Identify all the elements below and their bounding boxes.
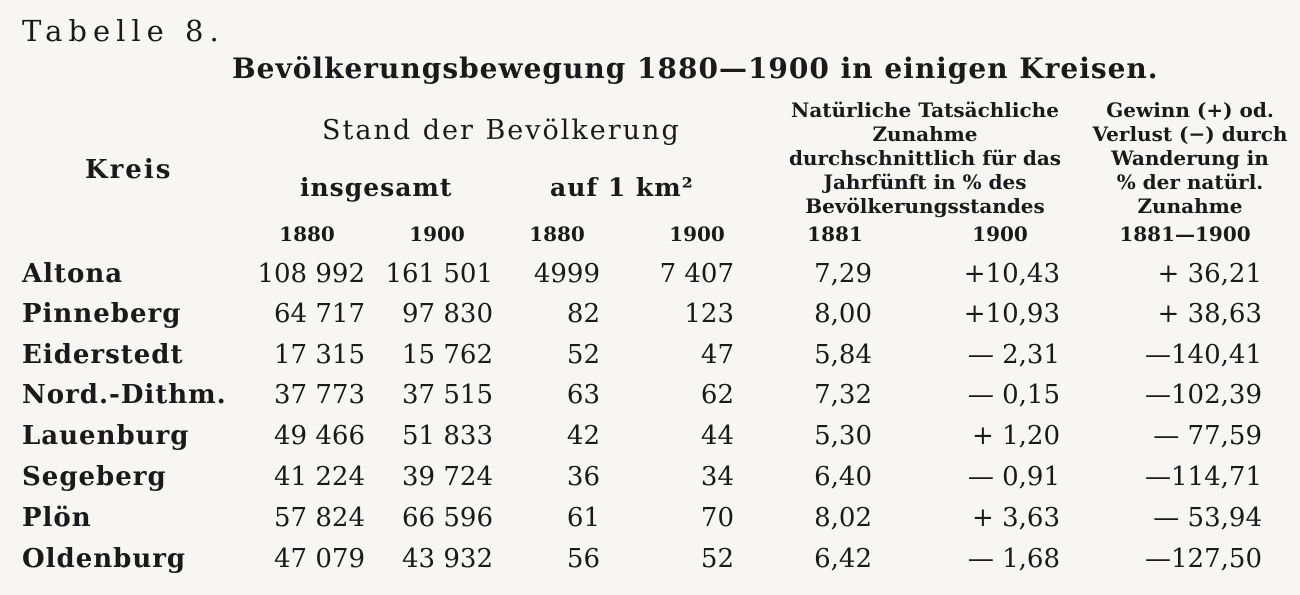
header-gew-line3: Wanderung in [1111,146,1269,170]
cell-ins1880: 47 079 [274,544,365,574]
cell-nat: 5,30 [814,421,872,451]
cell-gew: + 38,63 [1157,299,1262,329]
cell-gew: — 53,94 [1153,503,1262,533]
header-nat-line5: Bevölkerungsstandes [805,194,1045,218]
cell-nat: 7,32 [814,380,872,410]
cell-km1880: 82 [566,299,600,329]
header-nat-line3: durchschnittlich für das [788,146,1062,170]
cell-ins1900: 43 932 [402,544,493,574]
cell-ins1900: 51 833 [402,421,493,451]
table-row [0,421,1300,461]
cell-nat: 8,02 [814,503,872,533]
cell-ins1900: 161 501 [385,259,493,289]
cell-km1880: 4999 [533,259,600,289]
cell-km1880: 61 [566,503,600,533]
cell-ins1900: 15 762 [402,340,493,370]
cell-km1900: 44 [700,421,734,451]
header-gew-line1: Gewinn (+) od. [1106,98,1274,122]
cell-tat: +10,43 [963,259,1060,289]
cell-nat: 6,40 [814,462,872,492]
cell-km1900: 47 [700,340,734,370]
cell-tat: — 1,68 [967,544,1060,574]
header-gew-line2: Verlust (−) durch [1092,122,1288,146]
table-row [0,462,1300,502]
cell-ins1880: 17 315 [274,340,365,370]
header-stand: Stand der Bevölkerung [322,115,681,146]
cell-tat: — 2,31 [967,340,1060,370]
table-title: Bevölkerungsbewegung 1880—1900 in einigen Kreisen. [232,52,1159,85]
cell-kreis: Plön [22,503,92,533]
cell-ins1880: 49 466 [274,421,365,451]
header-gew-line5: Zunahme [1137,194,1243,218]
cell-km1880: 36 [566,462,600,492]
cell-gew: —102,39 [1145,380,1262,410]
table-row [0,259,1300,299]
cell-km1880: 56 [566,544,600,574]
cell-gew: + 36,21 [1157,259,1262,289]
cell-tat: +10,93 [963,299,1060,329]
cell-gew: —140,41 [1145,340,1262,370]
header-nat-line4: Jahrfünft in % des [823,170,1027,194]
year-gew-range: 1881—1900 [1119,222,1251,246]
cell-kreis: Nord.-Dithm. [22,380,227,410]
header-auf-km: auf 1 km² [550,173,694,202]
header-insgesamt: insgesamt [300,173,453,202]
cell-km1880: 52 [566,340,600,370]
cell-km1900: 62 [700,380,734,410]
cell-nat: 5,84 [814,340,872,370]
cell-ins1880: 37 773 [274,380,365,410]
cell-km1900: 34 [700,462,734,492]
cell-ins1900: 37 515 [402,380,493,410]
cell-tat: — 0,15 [967,380,1060,410]
cell-km1900: 70 [700,503,734,533]
cell-ins1880: 108 992 [257,259,365,289]
table-row [0,340,1300,380]
table-label: Tabelle 8. [22,14,225,48]
cell-ins1880: 64 717 [274,299,365,329]
cell-kreis: Pinneberg [22,299,182,329]
cell-kreis: Segeberg [22,462,167,492]
header-nat-line2: Zunahme [872,122,978,146]
cell-tat: + 3,63 [972,503,1060,533]
cell-km1880: 42 [566,421,600,451]
year-km-1880: 1880 [529,222,585,246]
year-km-1900: 1900 [669,222,725,246]
year-nat-1881: 1881 [807,222,863,246]
cell-nat: 6,42 [814,544,872,574]
cell-kreis: Altona [22,259,124,289]
cell-kreis: Oldenburg [22,544,187,574]
table-row [0,299,1300,339]
year-ins-1880: 1880 [279,222,335,246]
cell-kreis: Lauenburg [22,421,190,451]
cell-gew: — 77,59 [1153,421,1262,451]
cell-ins1900: 66 596 [402,503,493,533]
header-gew-line4: % der natürl. [1116,170,1264,194]
cell-km1900: 7 407 [659,259,734,289]
cell-km1900: 123 [684,299,734,329]
cell-kreis: Eiderstedt [22,340,184,370]
cell-gew: —114,71 [1145,462,1262,492]
header-nat-line1: Natürliche Tatsächliche [791,98,1059,122]
cell-gew: —127,50 [1145,544,1262,574]
cell-nat: 7,29 [814,259,872,289]
year-tat-1900: 1900 [972,222,1028,246]
table-row [0,380,1300,420]
cell-ins1900: 39 724 [402,462,493,492]
cell-ins1880: 41 224 [274,462,365,492]
cell-km1880: 63 [566,380,600,410]
cell-tat: + 1,20 [972,421,1060,451]
table-row [0,544,1300,584]
cell-nat: 8,00 [814,299,872,329]
table-row [0,503,1300,543]
cell-ins1900: 97 830 [402,299,493,329]
year-ins-1900: 1900 [409,222,465,246]
cell-ins1880: 57 824 [274,503,365,533]
header-kreis: Kreis [85,155,173,185]
cell-tat: — 0,91 [967,462,1060,492]
cell-km1900: 52 [700,544,734,574]
